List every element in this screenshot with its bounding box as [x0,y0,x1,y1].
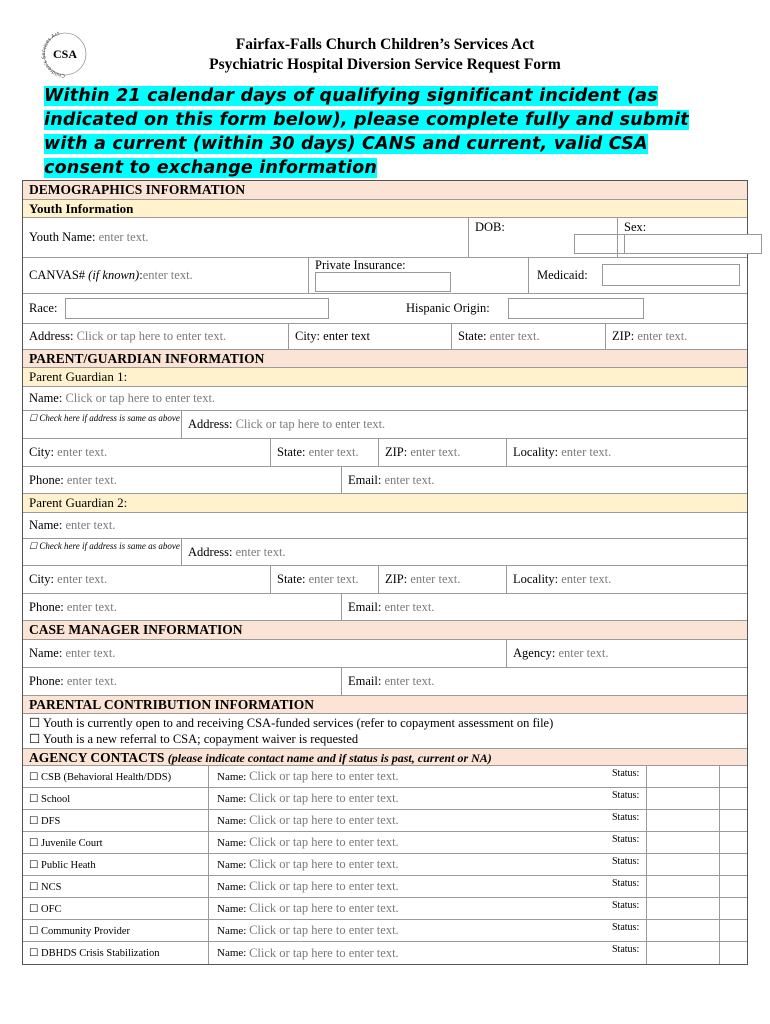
agency-contact-status-input[interactable] [646,832,719,853]
youth-address-field[interactable]: Address: Click or tap here to enter text. [29,329,227,343]
contribution-options [23,714,747,748]
section-parental-contribution: PARENTAL CONTRIBUTION INFORMATION [23,696,747,714]
pg2-zip-field[interactable]: ZIP: enter text. [378,566,506,593]
pg1-phone-row [23,467,747,494]
cm-phone-row [23,668,747,696]
hispanic-origin-input[interactable] [508,298,644,319]
submission-notice: Within 21 calendar days of qualifying significant incident (as indicated on this form below), please complete fully and submit with a current (within 30 days) CANS and current, valid CSA consent to exchange information [44,86,689,178]
agency-contact-status-extra[interactable] [719,854,747,875]
youth-row-4 [23,324,747,350]
contribution-option-open[interactable]: ☐ Youth is currently open to and receiving CSA-funded services (refer to copayment assessment on file) [29,716,554,730]
youth-name-field[interactable]: Youth Name: enter text. [29,230,149,244]
pg2-locality-field[interactable]: Locality: enter text. [506,566,747,593]
cm-agency-field[interactable]: Agency: enter text. [506,640,747,667]
pg2-email-field[interactable]: Email: enter text. [341,594,747,620]
pg2-phone-row [23,594,747,621]
youth-row-2 [23,258,747,294]
parent-guardian-2-header: Parent Guardian 2: [23,494,747,513]
youth-row-1 [23,218,747,258]
youth-zip-field[interactable]: ZIP: enter text. [605,324,747,349]
cm-name-field[interactable]: Name: enter text. [29,646,116,660]
youth-info-header: Youth Information [23,200,747,218]
contribution-option-new-referral[interactable]: ☐ Youth is a new referral to CSA; copayment waiver is requested [29,732,359,746]
pg2-same-address-checkbox[interactable]: ☐ Check here if address is same as above [29,541,180,551]
agency-contact-checkbox[interactable]: ☐ Juvenile Court [29,837,103,849]
agency-contact-checkbox[interactable]: ☐ CSB (Behavioral Health/DDS) [29,771,172,783]
agency-contact-status-input[interactable] [646,810,719,831]
pg1-same-address-checkbox[interactable]: ☐ Check here if address is same as above [29,413,180,423]
cm-phone-field[interactable]: Phone: enter text. [29,674,117,688]
agency-contact-checkbox[interactable]: ☐ OFC [29,903,62,915]
agency-contact-status-extra[interactable] [719,810,747,831]
race-input[interactable] [65,298,329,319]
agency-contact-checkbox[interactable]: ☐ School [29,793,71,805]
section-case-manager: CASE MANAGER INFORMATION [23,621,747,640]
agency-contact-status-label: Status: [612,812,640,823]
agency-contact-checkbox[interactable]: ☐ DFS [29,815,61,827]
pg1-name-row [23,387,747,411]
agency-contact-status-input[interactable] [646,854,719,875]
agency-contact-checkbox[interactable]: ☐ Community Provider [29,925,130,937]
pg1-address-row [23,411,747,439]
agency-contact-status-extra[interactable] [719,832,747,853]
canvas-field[interactable]: CANVAS# (if known) : enter text. [29,268,193,282]
agency-contact-status-extra[interactable] [719,766,747,787]
agency-contact-status-label: Status: [612,834,640,845]
sex-input[interactable] [624,234,762,254]
pg2-address-field[interactable]: Address: enter text. [181,539,747,565]
agency-contact-status-input[interactable] [646,788,719,809]
pg1-zip-field[interactable]: ZIP: enter text. [378,439,506,466]
agency-contact-name-field[interactable]: Name: Click or tap here to enter text. [208,766,606,787]
pg2-phone-field[interactable]: Phone: enter text. [29,599,117,614]
private-insurance-field: Private Insurance: [308,258,528,293]
agency-contact-status-label: Status: [612,856,640,867]
sex-field: Sex: [617,218,747,257]
agency-contact-status-extra[interactable] [719,876,747,897]
agency-contact-status-label: Status: [612,878,640,889]
agency-contact-checkbox[interactable]: ☐ Public Heath [29,859,96,871]
pg1-phone-field[interactable]: Phone: enter text. [29,472,117,487]
agency-contact-row [23,876,747,898]
pg1-address-field[interactable]: Address: Click or tap here to enter text. [181,411,747,438]
pg1-city-field[interactable]: City: enter text. [29,445,108,459]
pg1-state-field[interactable]: State: enter text. [270,439,378,466]
pg1-name-field[interactable]: Name: Click or tap here to enter text. [29,391,216,405]
medicaid-field: Medicaid: [528,258,747,293]
header-line2: Psychiatric Hospital Diversion Service Request Form [209,56,561,73]
agency-contact-status-extra[interactable] [719,920,747,941]
dob-field: DOB: [468,218,617,257]
logo-ring-text: Children's Services Act [41,30,66,78]
request-form [22,180,748,965]
parent-guardian-1-header: Parent Guardian 1: [23,368,747,387]
pg2-city-field[interactable]: City: enter text. [29,572,108,586]
pg2-state-field[interactable]: State: enter text. [270,566,378,593]
agency-contact-name-field[interactable]: Name: Click or tap here to enter text. [208,810,606,831]
agency-contact-status-label: Status: [612,922,640,933]
agency-contact-name-field[interactable]: Name: Click or tap here to enter text. [208,854,606,875]
pg1-locality-field[interactable]: Locality: enter text. [506,439,747,466]
agency-contact-name-field[interactable]: Name: Click or tap here to enter text. [208,876,606,897]
pg1-city-row [23,439,747,467]
medicaid-input[interactable] [602,264,740,286]
youth-city-field[interactable]: City: enter text [288,324,451,349]
agency-contact-row [23,898,747,920]
private-insurance-input[interactable] [315,272,451,292]
agency-contact-status-input[interactable] [646,942,719,964]
agency-contact-row [23,832,747,854]
agency-contact-status-extra[interactable] [719,898,747,919]
agency-contact-status-input[interactable] [646,920,719,941]
agency-contact-row [23,854,747,876]
agency-contact-status-extra[interactable] [719,942,747,964]
agency-contact-status-label: Status: [612,768,640,779]
agency-contact-row [23,920,747,942]
agency-contact-row [23,942,747,964]
logo-abbr: CSA [52,47,78,61]
agency-contact-name-field[interactable]: Name: Click or tap here to enter text. [208,898,606,919]
agency-contact-checkbox[interactable]: ☐ NCS [29,881,62,893]
section-parent-guardian: PARENT/GUARDIAN INFORMATION [23,350,747,368]
agency-contact-status-label: Status: [612,900,640,911]
race-field: Race: Hispanic Origin: [23,294,747,323]
agency-contact-name-field[interactable]: Name: Click or tap here to enter text. [208,920,606,941]
pg2-name-field[interactable]: Name: enter text. [29,518,116,532]
header-line1: Fairfax-Falls Church Children’s Services Act [235,36,535,53]
agency-contact-status-input[interactable] [646,876,719,897]
pg2-address-row [23,539,747,566]
agency-contact-status-label: Status: [612,944,640,955]
agency-contact-checkbox[interactable]: ☐ DBHDS Crisis Stabilization [29,948,160,959]
agency-contact-row [23,788,747,810]
pg2-name-row [23,513,747,539]
section-demographics: DEMOGRAPHICS INFORMATION [23,181,747,200]
agency-contact-row [23,766,747,788]
agency-contact-name-field[interactable]: Name: Click or tap here to enter text. [208,832,606,853]
agency-contact-status-extra[interactable] [719,788,747,809]
pg1-email-field[interactable]: Email: enter text. [341,467,747,493]
youth-row-3 [23,294,747,324]
youth-state-field[interactable]: State: enter text. [451,324,605,349]
agency-contact-name-field[interactable]: Name: Click or tap here to enter text. [208,788,606,809]
agency-contact-status-label: Status: [612,790,640,801]
agency-contact-status-input[interactable] [646,898,719,919]
agency-contact-status-input[interactable] [646,766,719,787]
agency-contact-row [23,810,747,832]
cm-email-field[interactable]: Email: enter text. [341,668,747,695]
cm-name-row [23,640,747,668]
pg2-city-row [23,566,747,594]
agency-contact-name-field[interactable]: Name: Click or tap here to enter text. [208,942,606,964]
section-agency-contacts: AGENCY CONTACTS (please indicate contact name and if status is past, current or NA) [23,748,747,766]
